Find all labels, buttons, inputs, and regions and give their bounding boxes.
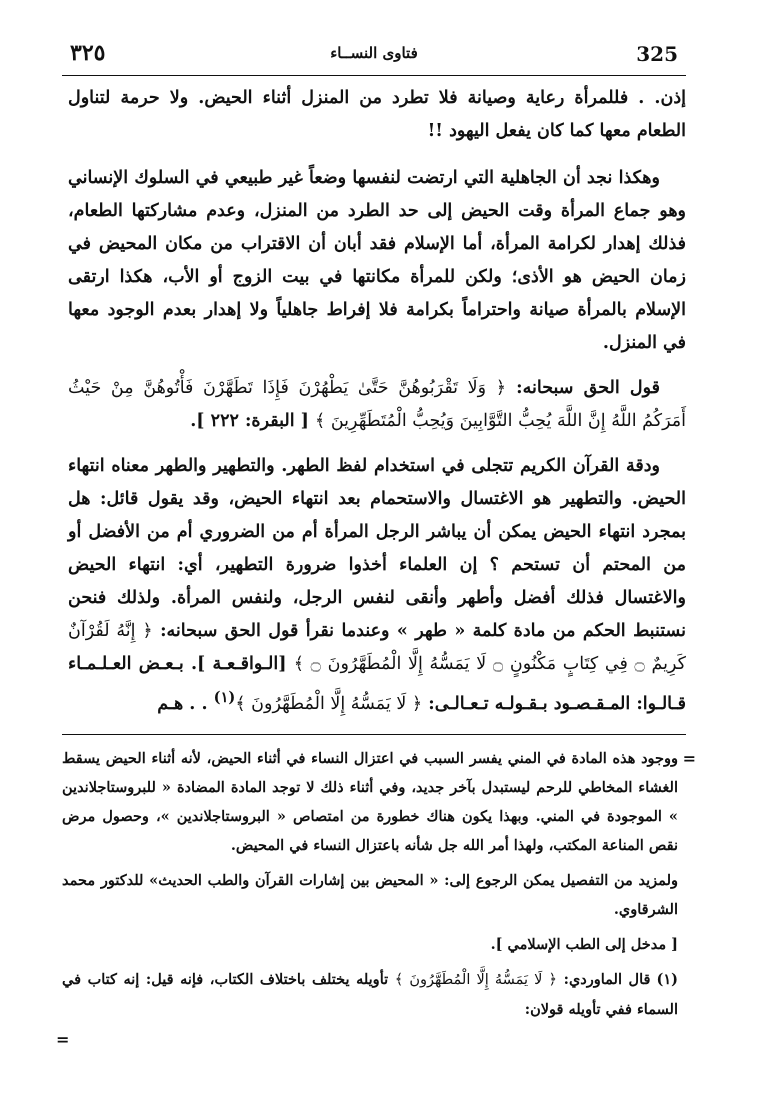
paragraph-3-intro: قول الحق سبحانه: (506, 378, 660, 398)
footnote-1 (62, 965, 678, 1024)
footnote-1-number: (١) (656, 971, 678, 988)
paragraph-4-text-b: [الـواقـعـة ]. بـعـض العـلـمـاء قـالـوا: المـقـصـود بـقـولـه تـعـالـى: (68, 654, 686, 714)
footnote-rule (62, 734, 686, 735)
quran-verse-short: ﴿ لَا يَمَسُّهُ إِلَّا الْمُطَهَّرُونَ ﴾ (235, 693, 423, 714)
footnote-continuation-2: ولمزيد من التفصيل يمكن الرجوع إلى: « المحيض بين إشارات القرآن والطب الحديث» للدكتور محمد الشرقاوي. (62, 872, 678, 918)
header-rule (62, 75, 686, 76)
footnotes (62, 744, 696, 1030)
end-continuation-marker: = (56, 1030, 70, 1049)
continuation-marker: = (682, 749, 696, 768)
footnote-1-text-a: قال الماوردي: (557, 971, 651, 988)
quran-verse-waqiah: ﴿ إِنَّهُ لَقُرْآنٌ كَرِيمٌ ۝ فِي كِتَابٍ مَكْنُونٍ ۝ لَا يَمَسُّهُ إِلَّا الْمُطَهَّرُونَ ۝ ﴾ (68, 621, 686, 674)
quran-verse-baqarah: ﴿ وَلَا تَقْرَبُوهُنَّ حَتَّىٰ يَطْهُرْنَ فَإِذَا تَطَهَّرْنَ فَأْتُوهُنَّ مِنْ حَيْثُ أَمَرَكُمُ اللَّهُ إِنَّ اللَّهَ يُحِبُّ التَّوَّابِينَ وَيُحِبُّ الْمُتَطَهِّرِينَ ﴾ (68, 378, 686, 431)
page-number-latin: 325 (636, 42, 678, 66)
paragraph-4-text-c: . . هـم (157, 693, 214, 714)
paragraph-1: إذن. . فللمرأة رعاية وصيانة فلا تطرد من المنزل أثناء الحيض. ولا حرمة لتناول الطعام معها كما كان يفعل اليهود !! (68, 88, 686, 141)
footnote-source: [ مدخل إلى الطب الإسلامي ]. (490, 936, 678, 953)
footnote-continuation-1: ووجود هذه المادة في المني يفسر السبب في اعتزال النساء في أثناء الحيض، لأنه أثناء الحيض يسقط الغشاء المخاطي للرحم ليستبدل بآخر جديد، وفي أثناء ذلك لا توجد المادة المضادة « للبروستاجلاندين » الموجودة في المني. وبهذا يكون هناك خطورة من امتصاص « البروستاجلاندين »، وحصول مرض نقص المناعة المكتب، ولهذا أمر الله جل شأنه باعتزال النساء في المحيض. (62, 750, 678, 854)
verse-reference: [ البقرة: ٢٢٢ ]. (190, 411, 316, 431)
page-number-arabic: ٣٢٥ (70, 40, 106, 66)
footnote-marker: (١) (213, 689, 236, 706)
page-header (62, 38, 686, 74)
main-text (68, 82, 686, 733)
paragraph-3 (68, 372, 686, 438)
paragraph-4 (68, 450, 686, 721)
footnote-1-verse: ﴿ لَا يَمَسُّهُ إِلَّا الْمُطَهَّرُونَ ﴾ (394, 972, 558, 988)
paragraph-2: وهكذا نجد أن الجاهلية التي ارتضت لنفسها وضعاً غير طبيعي في السلوك الإنساني وهو جماع المرأة وقت الحيض إلى حد الطرد من المنزل، وعدم مشاركتها الطعام، فذلك إهدار لكرامة المرأة، أما الإسلام فقد أبان أن الاقتراب من مكان المحيض في زمان الحيض هو الأذى؛ ولكن للمرأة مكانتها في بيت الزوج أو الأب، هكذا ارتقى الإسلام بالمرأة صيانة واحتراماً بكرامة فلا إفراط جاهلياً ولا إهدار بعدم الوجود معها في المنزل. (68, 168, 686, 353)
paragraph-4-text-a: ودقة القرآن الكريم تتجلى في استخدام لفظ الطهر. والتطهير والطهر معناه انتهاء الحيض. والتطهير هو الاغتسال والاستحمام بعد انتهاء الحيض، وقد يقول قائل: هل بمجرد انتهاء الحيض يمكن أن يباشر الرجل المرأة أم من الضروري أم من الأفضل أو من المحتم أن تستحم ؟ إن العلماء أخذوا ضرورة التطهير، أي: انتهاء الحيض والاغتسال فذلك أفضل وأطهر وأنقى لنفس الرجل، ولنفس المرأة. ولذلك فنحن نستنبط الحكم من مادة كلمة « طهر » وعندما نقرأ قول الحق سبحانه: (68, 456, 686, 641)
running-title: فتاوى النســاء (330, 44, 418, 62)
footnote-1-text-b: تأويله يختلف باختلاف الكتاب، فإنه قيل: إنه كتاب في السماء ففي تأويله قولان: (62, 971, 678, 1018)
